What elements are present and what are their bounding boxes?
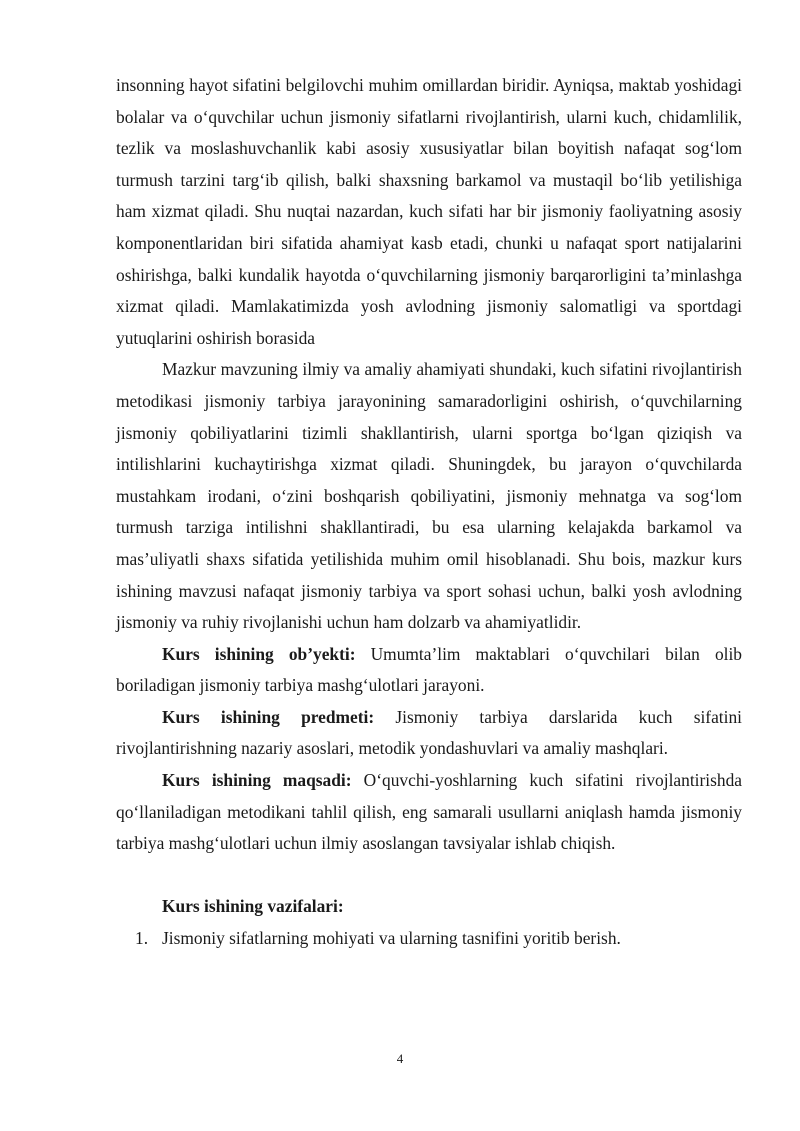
course-object-paragraph <box>116 639 742 702</box>
body-paragraph-relevance: Mazkur mavzuning ilmiy va amaliy ahamiyati shundaki, kuch sifatini rivojlantirish metodikasi jismoniy tarbiya jarayonining samaradorligini oshirish, o‘quvchilarning jismoniy qobiliyatlarini tizimli shakllantirish, ularni sportga bo‘lgan qiziqish va intilishlarini kuchaytirishga xizmat qiladi. Shuningdek, bu jarayon o‘quvchilarda mustahkam irodani, o‘zini boshqarish qobiliyatini, jismoniy mehnatga va sog‘lom turmush tarziga intilishni shakllantiradi, bu esa ularning kelajakda barkamol va mas’uliyatli shaxs sifatida yetilishida muhim omil hisoblanadi. Shu bois, mazkur kurs ishining mavzusi nafaqat jismoniy tarbiya va sport sohasi uchun, balki yosh avlodning jismoniy va ruhiy rivojlanishi uchun ham dolzarb va ahamiyatlidir. <box>116 359 742 633</box>
course-subject-label: Kurs ishining predmeti: <box>162 706 375 727</box>
course-subject-text: Jismoniy tarbiya darslarida kuch sifatini rivojlantirishning nazariy asoslari, metodik yondashuvlari va amaliy mashqlari. <box>116 706 742 759</box>
course-object-label: Kurs ishining ob’yekti: <box>162 643 356 664</box>
course-goal-paragraph <box>116 765 742 860</box>
body-paragraph-intro-continuation: insonning hayot sifatini belgilovchi muhim omillardan biridir. Ayniqsa, maktab yoshidagi bolalar va o‘quvchilar uchun jismoniy sifatlarni rivojlantirish, ularni kuch, chidamlilik, tezlik va moslashuvchanlik kabi asosiy xususiyatlar bilan boyitish nafaqat sog‘lom turmush tarzini targ‘ib qilish, balki shaxsning barkamol va mustaqil bo‘lib yetilishiga ham xizmat qiladi. Shu nuqtai nazardan, kuch sifati har bir jismoniy faoliyatning asosiy komponentlaridan biri sifatida ahamiyat kasb etadi, chunki u nafaqat sport natijalarini oshirishga, balki kundalik hayotda o‘quvchilarning jismoniy barqarorligini ta’minlashga xizmat qiladi. Mamlakatimizda yosh avlodning jismoniy salomatligi va sportdagi yutuqlarini oshirish borasida <box>116 75 742 348</box>
course-goal-text: O‘quvchi-yoshlarning kuch sifatini rivojlantirishda qo‘llaniladigan metodikani tahlil qilish, eng samarali usullarni aniqlash hamda jismoniy tarbiya mashg‘ulotlari uchun ilmiy asoslangan tavsiyalar ishlab chiqish. <box>116 770 742 854</box>
course-subject-paragraph <box>116 702 742 765</box>
list-item-text: Jismoniy sifatlarning mohiyati va ularning tasnifini yoritib berish. <box>162 928 621 949</box>
document-page <box>116 70 742 955</box>
course-tasks-heading: Kurs ishining vazifalari: <box>162 896 344 917</box>
page-number: 4 <box>396 1051 404 1066</box>
list-item <box>116 923 742 955</box>
course-goal-label: Kurs ishining maqsadi: <box>162 770 352 791</box>
course-tasks-list <box>116 923 742 955</box>
list-item-number: 1. <box>135 928 149 949</box>
blank-line <box>116 860 742 892</box>
course-object-text: Umumta’lim maktablari o‘quvchilari bilan olib boriladigan jismoniy tarbiya mashg‘ulotlari jarayoni. <box>116 643 743 696</box>
